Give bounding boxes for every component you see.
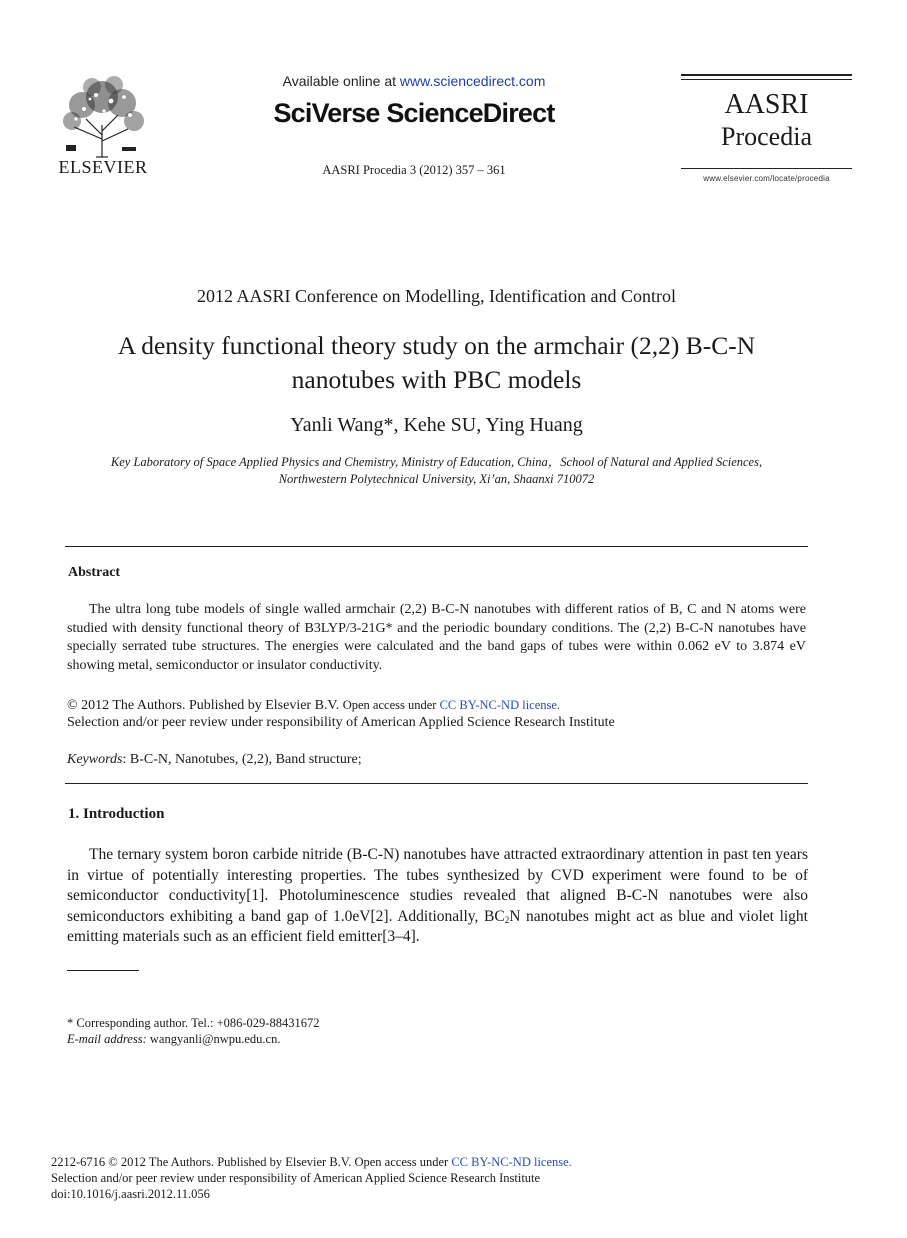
peer-review-note: Selection and/or peer review under responsibility of American Applied Science Research Institute [67,715,615,730]
email-address[interactable]: wangyanli@nwpu.edu.cn. [146,1032,281,1046]
open-access-text: Open access under [342,698,440,712]
footer-peer-review: Selection and/or peer review under responsibility of American Applied Science Research Institute [51,1171,541,1185]
title-line-2: nanotubes with PBC models [291,365,582,394]
aasri-procedia-label: Procedia [721,122,812,151]
sciverse-logo: SciVerse ScienceDirect [273,98,555,128]
intro-text-part-2: N nanotubes might act as blue and violet light emitting materials such as an efficient field emitter[3–4]. [67,907,808,945]
affiliation [70,454,803,488]
email-label: E-mail address: [67,1032,147,1046]
affiliation-line-2: Northwestern Polytechnical University, Xi’an, Shaanxi 710072 [278,472,595,486]
footer-open-access: Open access under [354,1155,452,1169]
abstract-copyright [67,697,807,714]
available-prefix: Available online at [282,73,400,89]
keywords-label: Keywords [67,752,123,767]
elsevier-wordmark: ELSEVIER [58,157,148,177]
intro-text-part-1: The ternary system boron carbide nitride (B-C-N) nanotubes have attracted extraordinary attention in past ten years in virtue of potentially interesting properties. The tubes synthesized by CVD experiment were found to be of semiconductor conductivity[1]. Photoluminescence studies revealed that aligned B-C-N nanotubes were also semiconductors exhibiting a band gap of 1.0eV[2]. Additionally, BC [67,846,808,925]
paper-title [60,329,813,397]
aasri-journal-name: AASRI [724,89,809,120]
conference-name: 2012 AASRI Conference on Modelling, Identification and Control [197,286,676,306]
footer-license-link[interactable]: CC BY-NC-ND license. [451,1155,572,1169]
affiliation-line-1: Key Laboratory of Space Applied Physics and Chemistry, Ministry of Education, China，School of Natural and Applied Sciences, [110,455,763,469]
footer-copyright: 2212-6716 © 2012 The Authors. Published by Elsevier B.V. [51,1155,352,1169]
footer-issn [51,1154,851,1170]
sciencedirect-link[interactable]: www.sciencedirect.com [399,73,546,89]
license-link[interactable]: CC BY-NC-ND license. [439,698,561,712]
abstract-bottom-rule [65,783,808,784]
journal-url[interactable]: www.elsevier.com/locate/procedia [703,174,830,183]
footnote-rule [67,970,139,971]
aasri-top-rule-thin [681,79,852,80]
intro-text [67,845,808,948]
footer-doi[interactable]: doi:10.1016/j.aasri.2012.11.056 [51,1187,210,1201]
title-line-1: A density functional theory study on the armchair (2,2) B-C-N [117,331,756,360]
email-line [67,1031,807,1047]
intro-heading: 1. Introduction [68,806,165,822]
keywords [67,751,807,768]
journal-reference: AASRI Procedia 3 (2012) 357 – 361 [322,163,506,177]
abstract-text: The ultra long tube models of single walled armchair (2,2) B-C-N nanotubes with different ratios of B, C and N atoms were studied with density functional theory of B3LYP/3-21G* and the periodic boundary conditions. The (2,2) B-C-N nanotubes have specially serrated tube structures. The energies were calculated and the band gaps of tubes were within 0.062 eV to 3.874 eV showing metal, semiconductor or insulator conductivity. [67,602,806,673]
corresponding-author: * Corresponding author. Tel.: +086-029-88431672 [67,1016,320,1030]
aasri-top-rule [681,74,852,76]
intro-subscript: 2 [504,914,510,925]
keywords-list: : B-C-N, Nanotubes, (2,2), Band structure; [122,752,362,767]
abstract-heading: Abstract [68,565,121,580]
aasri-bottom-rule [681,168,852,169]
authors: Yanli Wang*, Kehe SU, Ying Huang [290,414,583,436]
abstract-top-rule [65,546,808,547]
copyright-text: © 2012 The Authors. Published by Elsevier B.V. [67,698,340,713]
